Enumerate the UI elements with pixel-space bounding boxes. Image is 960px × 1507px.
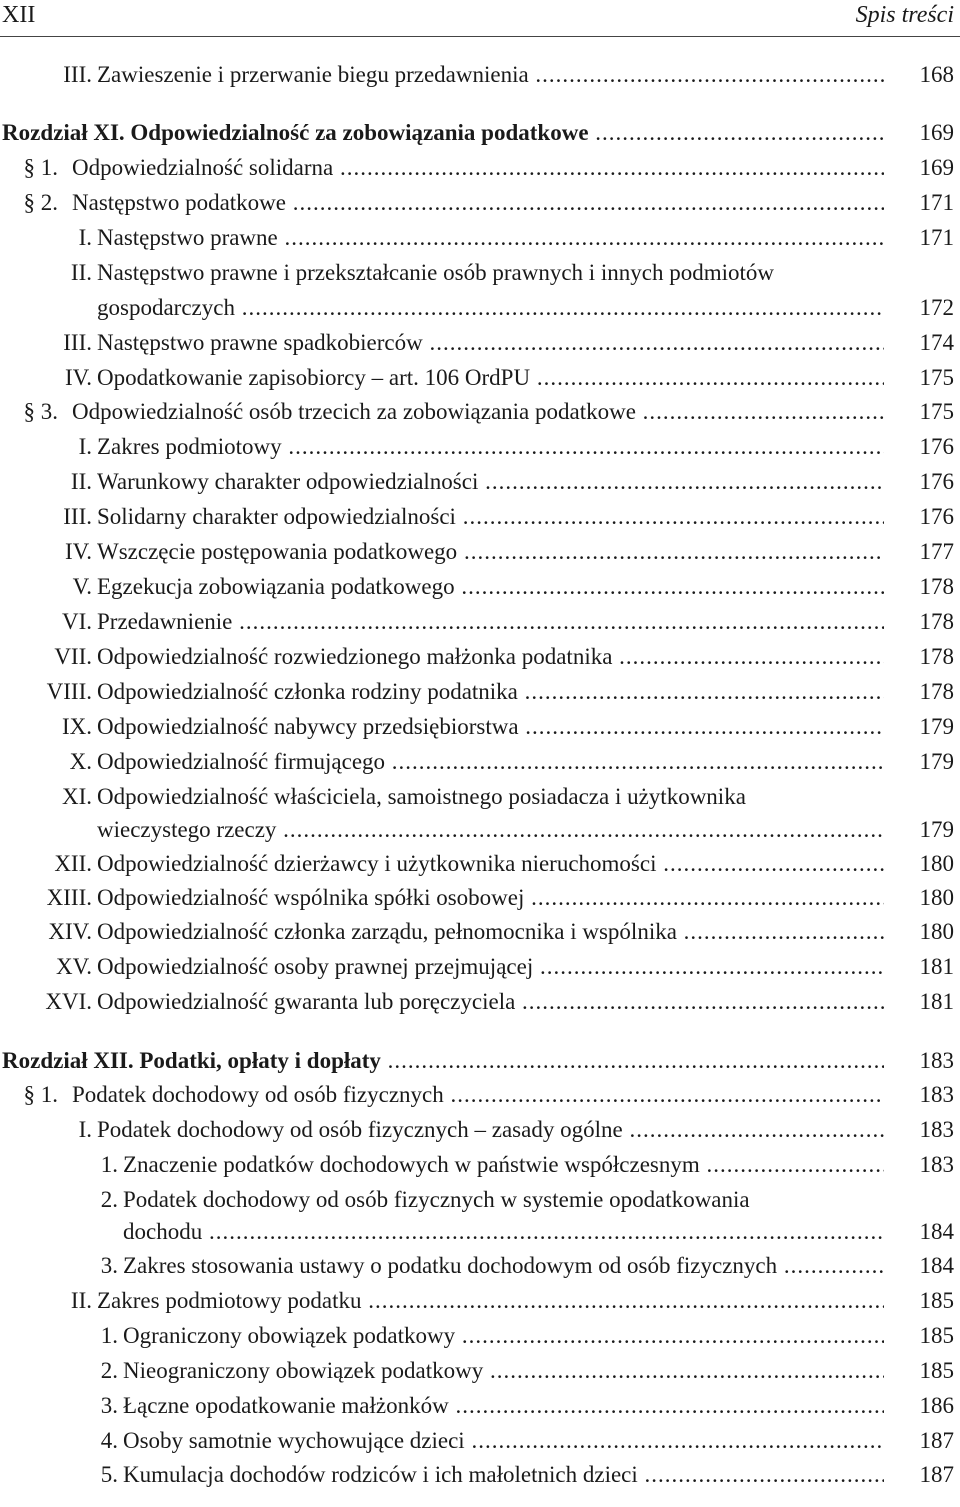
toc-entry-page: 172 [919,295,954,320]
toc-entry[interactable] [0,607,960,637]
toc-entry-page: 180 [919,851,954,876]
toc-entry-title: Egzekucja zobowiązania podatkowego ..... [97,572,884,602]
toc-entry-number: II. [70,1288,92,1313]
toc-entry[interactable] [0,782,960,812]
toc-entry-title: dochodu ..... [123,1217,884,1247]
toc-entry[interactable] [0,328,960,358]
toc-entry-page: 185 [919,1323,954,1348]
toc-entry-title: Odpowiedzialność firmującego ..... [97,747,884,777]
toc-entry[interactable] [0,747,960,777]
toc-entry-page: 175 [919,365,954,390]
toc-entry-title: Odpowiedzialność członka rodziny podatnika ..... [97,677,884,707]
toc-entry-number: 3. [100,1393,118,1418]
toc-entry-page: 187 [919,1462,954,1487]
toc-entry[interactable] [0,60,960,90]
toc-entry-number: III. [63,62,92,87]
toc-entry-title: Ograniczony obowiązek podatkowy ..... [123,1321,884,1351]
toc-entry-page: 183 [919,1152,954,1177]
toc-entry-page: 183 [919,1082,954,1107]
toc-entry-title: Zakres stosowania ustawy o podatku dochodowym od osób fizycznych ..... [123,1251,884,1281]
toc-entry-page: 178 [919,644,954,669]
toc-entry-title: Odpowiedzialność osoby prawnej przejmującej ..... [97,952,884,982]
toc-entry-title: Znaczenie podatków dochodowych w państwie współczesnym ..... [123,1150,884,1180]
toc-entry-number: 2. [100,1187,118,1212]
toc-entry-title: Osoby samotnie wychowujące dzieci ..... [123,1426,884,1456]
toc-entry[interactable] [0,572,960,602]
toc-entry-page: 169 [919,120,954,145]
toc-entry-number: 5. [100,1462,118,1487]
page-number: XII [2,2,36,28]
toc-entry-page: 184 [919,1219,954,1244]
toc-entry-page: 184 [919,1253,954,1278]
toc-entry-number: 3. [100,1253,118,1278]
toc-entry-page: 176 [919,469,954,494]
toc-entry-title: Odpowiedzialność osób trzecich za zobowiązania podatkowe ..... [72,397,884,427]
toc-entry-title: Zakres podmiotowy ..... [97,432,884,462]
toc-entry-page: 179 [919,817,954,842]
toc-entry-number: I. [78,1117,92,1142]
toc-entry[interactable] [0,118,960,148]
toc-entry-title: Warunkowy charakter odpowiedzialności ..... [97,467,884,497]
toc-entry[interactable] [0,223,960,253]
toc-entry-number: XVI. [45,989,92,1014]
toc-entry-title: wieczystego rzeczy ..... [97,815,884,845]
toc-entry[interactable] [0,502,960,532]
toc-entry[interactable] [0,258,960,288]
toc-entry[interactable] [0,1251,960,1281]
toc-entry[interactable] [0,1356,960,1386]
toc-entry-page: 171 [919,225,954,250]
toc-entry-title: Podatek dochodowy od osób fizycznych – zasady ogólne ..... [97,1115,884,1145]
toc-entry-page: 168 [919,62,954,87]
toc-entry-number: 4. [100,1428,118,1453]
toc-entry[interactable] [0,987,960,1017]
toc-entry[interactable] [0,537,960,567]
toc-entry[interactable] [0,677,960,707]
toc-entry-title: Zakres podmiotowy podatku ..... [97,1286,884,1316]
toc-entry-title: Łączne opodatkowanie małżonków ..... [123,1391,884,1421]
toc-entry-number: § 1. [23,1082,58,1107]
toc-entry-page: 176 [919,434,954,459]
toc-entry-title: Zawieszenie i przerwanie biegu przedawnienia ..... [97,60,884,90]
toc-entry-title: Rozdział XI. Odpowiedzialność za zobowiązania podatkowe ..... [2,118,884,148]
toc-entry[interactable] [0,1115,960,1145]
toc-entry[interactable] [0,467,960,497]
toc-entry-page: 186 [919,1393,954,1418]
toc-entry-page: 183 [919,1048,954,1073]
toc-entry-page: 178 [919,574,954,599]
toc-entry-page: 176 [919,504,954,529]
toc-entry[interactable] [0,1185,960,1215]
toc-entry[interactable] [0,1217,960,1247]
toc-entry[interactable] [0,293,960,323]
toc-entry-number: VIII. [46,679,92,704]
toc-entry-title: Solidarny charakter odpowiedzialności ..... [97,502,884,532]
toc-entry-page: 181 [919,989,954,1014]
toc-entry-title: Następstwo prawne spadkobierców ..... [97,328,884,358]
toc-entry-title: Odpowiedzialność wspólnika spółki osobowej ..... [97,883,884,913]
toc-entry-page: 187 [919,1428,954,1453]
toc-entry-title: Podatek dochodowy od osób fizycznych w systemie opodatkowania [123,1187,750,1212]
toc-entry-number: II. [70,469,92,494]
toc-entry-page: 179 [919,749,954,774]
toc-entry[interactable] [0,1150,960,1180]
toc-entry[interactable] [0,153,960,183]
toc-entry[interactable] [0,1046,960,1076]
toc-entry-number: XIV. [48,919,92,944]
toc-entry-page: 178 [919,679,954,704]
toc-entry[interactable] [0,1080,960,1110]
toc-entry-title: Odpowiedzialność gwaranta lub poręczyciela ..... [97,987,884,1017]
toc-entry-page: 177 [919,539,954,564]
toc-entry-number: I. [78,225,92,250]
toc-entry-title: Wszczęcie postępowania podatkowego ..... [97,537,884,567]
toc-entry-number: III. [63,330,92,355]
toc-entry-page: 178 [919,609,954,634]
toc-entry-number: XIII. [46,885,92,910]
toc-entry-number: IV. [64,365,92,390]
toc-entry-number: 2. [100,1358,118,1383]
toc-entry-page: 171 [919,190,954,215]
toc-entry[interactable] [0,642,960,672]
toc-entry-page: 183 [919,1117,954,1142]
toc-entry[interactable] [0,363,960,393]
toc-entry-title: Odpowiedzialność członka zarządu, pełnomocnika i wspólnika ..... [97,917,884,947]
toc-entry-number: I. [78,434,92,459]
toc-entry-title: Przedawnienie ..... [97,607,884,637]
toc-entry-number: III. [63,504,92,529]
toc-entry[interactable] [0,188,960,218]
toc-entry-title: Odpowiedzialność właściciela, samoistnego posiadacza i użytkownika [97,784,746,809]
toc-entry-page: 175 [919,399,954,424]
toc-entry-number: XI. [61,784,92,809]
toc-entry-number: XII. [54,851,92,876]
running-title: Spis treści [855,2,954,28]
toc-entry[interactable] [0,1460,960,1490]
toc-entry-page: 185 [919,1358,954,1383]
toc-entry-title: Odpowiedzialność solidarna ..... [72,153,884,183]
toc-entry-number: 1. [100,1152,118,1177]
toc-entry-title: Rozdział XII. Podatki, opłaty i dopłaty ..... [2,1046,884,1076]
toc-entry-number: IX. [61,714,92,739]
toc-entry-title: Kumulacja dochodów rodziców i ich małoletnich dzieci ..... [123,1460,884,1490]
toc-entry[interactable] [0,712,960,742]
toc-entry-number: 1. [100,1323,118,1348]
toc-entry-page: 179 [919,714,954,739]
toc-entry-title: Opodatkowanie zapisobiorcy – art. 106 OrdPU ..... [97,363,884,393]
toc-entry-page: 181 [919,954,954,979]
toc-entry[interactable] [0,1391,960,1421]
toc-entry-page: 174 [919,330,954,355]
toc-entry-title: gospodarczych ..... [97,293,884,323]
toc-entry[interactable] [0,1286,960,1316]
toc-entry-number: VI. [61,609,92,634]
toc-entry[interactable] [0,952,960,982]
toc-entry-page: 180 [919,885,954,910]
toc-entry-title: Następstwo prawne ..... [97,223,884,253]
toc-entry[interactable] [0,883,960,913]
toc-entry-title: Następstwo prawne i przekształcanie osób prawnych i innych podmiotów [97,260,775,285]
toc-entry-page: 169 [919,155,954,180]
toc-entry-title: Następstwo podatkowe ..... [72,188,884,218]
toc-entry-number: II. [70,260,92,285]
toc-entry-number: IV. [64,539,92,564]
toc-entry-title: Odpowiedzialność nabywcy przedsiębiorstwa ..... [97,712,884,742]
toc-entry-title: Nieograniczony obowiązek podatkowy ..... [123,1356,884,1386]
toc-entry-number: X. [69,749,92,774]
toc-entry-number: § 1. [23,155,58,180]
toc-entry-number: § 2. [23,190,58,215]
toc-entry[interactable] [0,815,960,845]
toc-entry-title: Odpowiedzialność dzierżawcy i użytkownika nieruchomości ..... [97,849,884,879]
toc-entry[interactable] [0,917,960,947]
toc-entry-page: 185 [919,1288,954,1313]
toc-entry-number: § 3. [23,399,58,424]
toc-entry-number: VII. [54,644,92,669]
toc-entry[interactable] [0,1321,960,1351]
toc-entry-title: Odpowiedzialność rozwiedzionego małżonka podatnika ..... [97,642,884,672]
toc-entry[interactable] [0,1426,960,1456]
toc-entry-title: Podatek dochodowy od osób fizycznych ..... [72,1080,884,1110]
toc-entry[interactable] [0,849,960,879]
toc-entry[interactable] [0,397,960,427]
toc-entry[interactable] [0,432,960,462]
toc-entry-page: 180 [919,919,954,944]
toc-entry-number: XV. [55,954,92,979]
toc-entry-number: V. [72,574,92,599]
